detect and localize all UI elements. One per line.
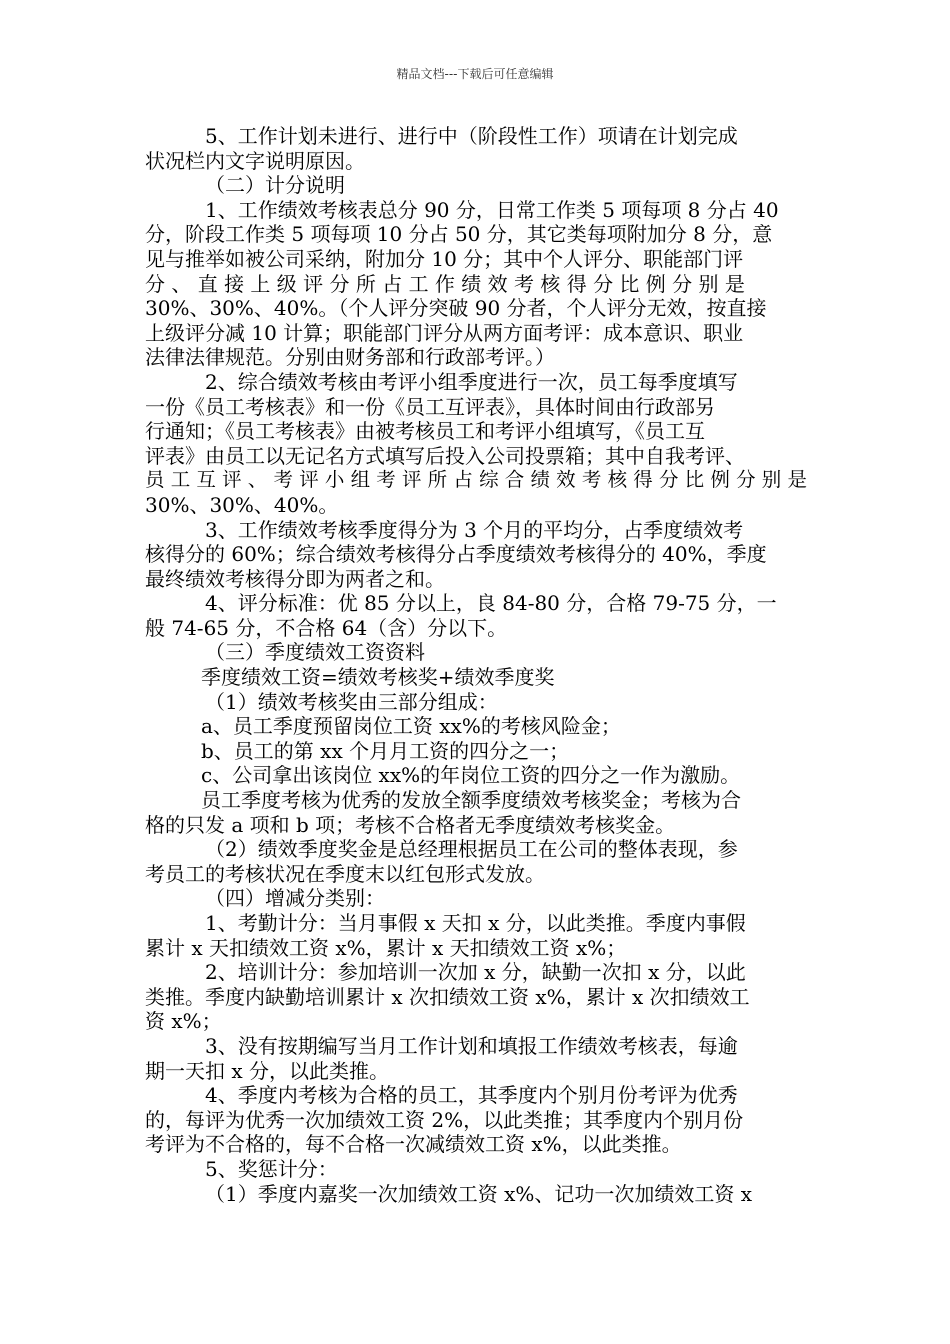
paragraph-line: 1、工作绩效考核表总分 90 分，日常工作类 5 项每项 8 分占 40 (205, 197, 779, 222)
paragraph-line: 资 x%； (145, 1009, 222, 1034)
paragraph-line: 2、培训计分：参加培训一次加 x 分，缺勤一次扣 x 分，以此 (205, 960, 746, 985)
paragraph-line: c、公司拿出该岗位 xx%的年岗位工资的四分之一作为激励。 (201, 763, 741, 788)
paragraph-line: 分 、 直 接 上 级 评 分 所 占 工 作 绩 效 考 核 得 分 比 例 分 别 是 (145, 271, 745, 296)
paragraph-line: 最终绩效考核得分即为两者之和。 (145, 566, 445, 591)
paragraph-line: 般 74-65 分，不合格 64（含）分以下。 (145, 615, 508, 640)
paragraph-line: 的，每评为优秀一次加绩效工资 2%，以此类推；其季度内个别月份 (145, 1107, 744, 1132)
paragraph-line: 累计 x 天扣绩效工资 x%，累计 x 天扣绩效工资 x%； (145, 935, 627, 960)
section-heading: （三）季度绩效工资资料 (205, 640, 425, 665)
paragraph-line: 2、综合绩效考核由考评小组季度进行一次，员工每季度填写 (205, 369, 738, 394)
paragraph-line: 评表》由员工以无记名方式填写后投入公司投票箱；其中自我考评、 (145, 443, 745, 468)
paragraph-line: 期一天扣 x 分，以此类推。 (145, 1058, 389, 1083)
paragraph-line: 行通知；《员工考核表》由被考核员工和考评小组填写，《员工互 (145, 419, 705, 444)
paragraph-line: 格的只发 a 项和 b 项；考核不合格者无季度绩效考核奖金。 (145, 812, 676, 837)
document-body (145, 124, 817, 1206)
paragraph-line: 一份《员工考核表》和一份《员工互评表》，具体时间由行政部另 (145, 394, 715, 419)
paragraph-line: 考员工的考核状况在季度末以红包形式发放。 (145, 861, 545, 886)
paragraph-line: 1、考勤计分：当月事假 x 天扣 x 分，以此类推。季度内事假 (205, 911, 746, 935)
paragraph-line: （1）绩效考核奖由三部分组成： (205, 689, 498, 714)
paragraph-line: 上级评分减 10 计算；职能部门评分从两方面考评：成本意识、职业 (145, 320, 744, 345)
paragraph-line: 30%、30%、40%。（个人评分突破 90 分者，个人评分无效，按直接 (145, 296, 767, 321)
section-heading: （二）计分说明 (205, 173, 345, 198)
paragraph-line: （1）季度内嘉奖一次加绩效工资 x%、记功一次加绩效工资 x (205, 1181, 753, 1206)
paragraph-line: 5、奖惩计分： (205, 1156, 338, 1181)
paragraph-line: 5、工作计划未进行、进行中（阶段性工作）项请在计划完成 (205, 124, 738, 148)
paragraph-line: 分，阶段工作类 5 项每项 10 分占 50 分，其它类每项附加分 8 分，意 (145, 222, 773, 247)
paragraph-line: 30%、30%、40%。 (145, 492, 339, 517)
section-heading: （四）增减分类别： (205, 886, 385, 911)
paragraph-line: 见与推举如被公司采纳，附加分 10 分；其中个人评分、职能部门评 (145, 246, 744, 271)
paragraph-line: 员工季度考核为优秀的发放全额季度绩效考核奖金；考核为合 (201, 788, 741, 813)
paragraph-line: 考评为不合格的，每不合格一次减绩效工资 x%，以此类推。 (145, 1132, 682, 1157)
paragraph-line: 法律法律规范。分别由财务部和行政部考评。） (145, 345, 555, 370)
paragraph-line: 4、季度内考核为合格的员工，其季度内个别月份考评为优秀 (205, 1083, 738, 1108)
paragraph-line: 季度绩效工资=绩效考核奖+绩效季度奖 (201, 665, 555, 690)
paragraph-line: 3、工作绩效考核季度得分为 3 个月的平均分，占季度绩效考 (205, 517, 744, 542)
paragraph-line: 核得分的 60%；综合绩效考核得分占季度绩效考核得分的 40%，季度 (145, 542, 767, 567)
paragraph-line: 类推。季度内缺勤培训累计 x 次扣绩效工资 x%，累计 x 次扣绩效工 (145, 984, 750, 1009)
paragraph-line: 状况栏内文字说明原因。 (145, 148, 365, 173)
paragraph-line: a、员工季度预留岗位工资 xx%的考核风险金； (201, 714, 621, 739)
paragraph-line: 员 工 互 评 、 考 评 小 组 考 评 所 占 综 合 绩 效 考 核 得 分 比 例 分 别 是 (145, 468, 807, 492)
paragraph-line: （2）绩效季度奖金是总经理根据员工在公司的整体表现，参 (205, 837, 738, 862)
paragraph-line: b、员工的第 xx 个月月工资的四分之一； (201, 738, 570, 763)
paragraph-line: 3、没有按期编写当月工作计划和填报工作绩效考核表，每逾 (205, 1033, 738, 1058)
paragraph-line: 4、评分标准：优 85 分以上，良 84-80 分，合格 79-75 分，一 (205, 591, 777, 616)
page-header: 精品文档---下载后可任意编辑 (396, 67, 554, 81)
